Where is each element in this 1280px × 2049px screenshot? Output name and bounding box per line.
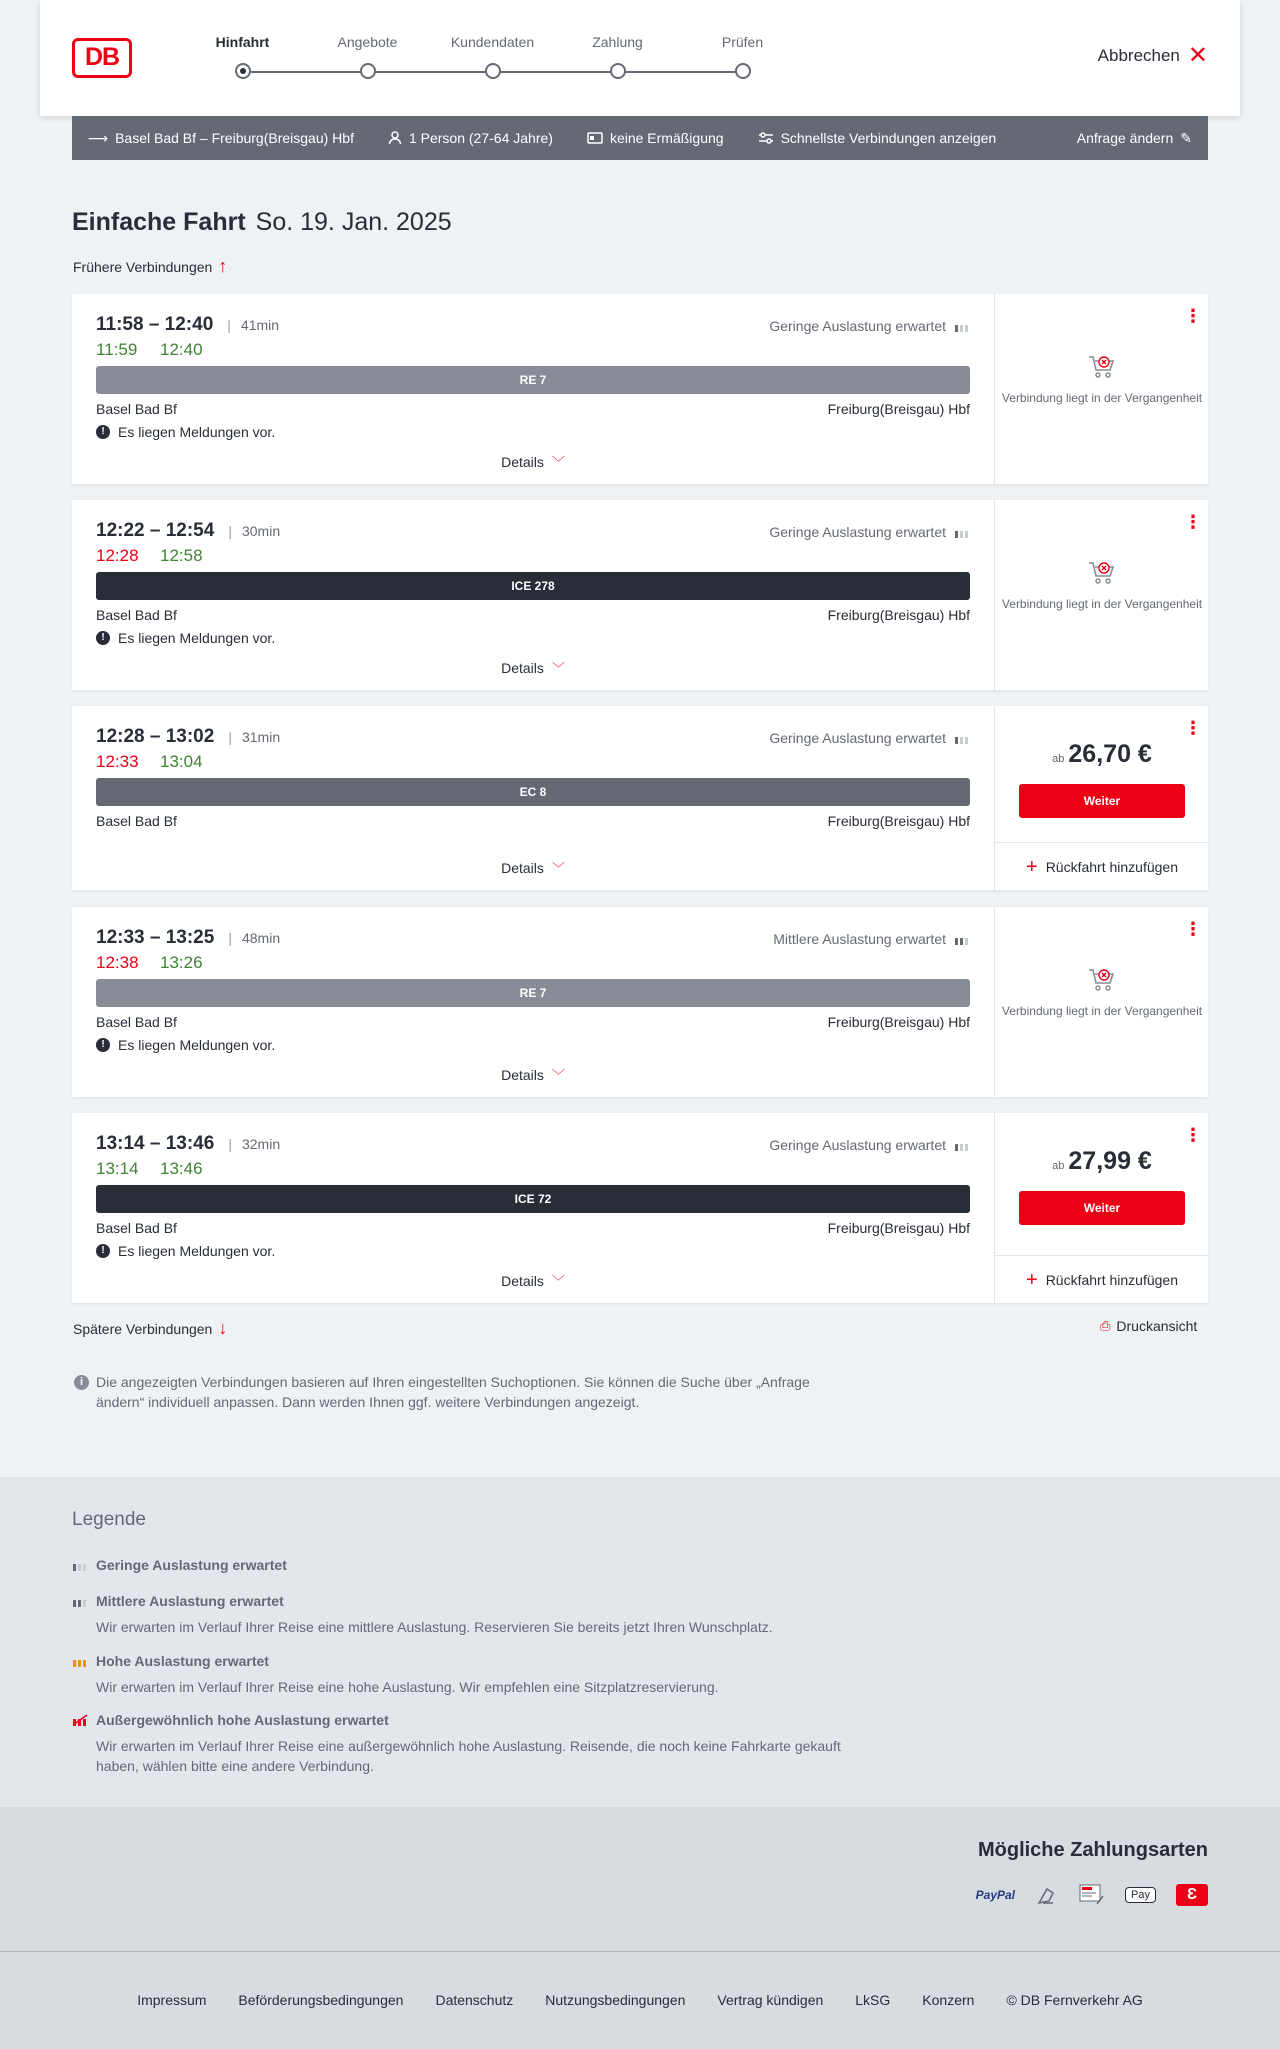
step-dot: [485, 63, 501, 79]
plus-icon: +: [1026, 1268, 1038, 1291]
progress-header: [40, 0, 1240, 116]
later-connections-link[interactable]: Spätere Verbindungen ↓: [73, 1318, 228, 1338]
close-icon: ✕: [1187, 42, 1208, 69]
realtime-departure: 12:38: [96, 953, 139, 972]
sepa-icon: [1079, 1884, 1105, 1906]
footer-link-konzern[interactable]: Konzern: [922, 1992, 975, 2008]
chevron-down-icon: ﹀: [551, 661, 565, 676]
realtime-arrival: 12:58: [160, 546, 203, 565]
persons-summary: 1 Person (27-64 Jahre): [388, 130, 553, 146]
duration: 48min: [241, 930, 281, 946]
step-hinfahrt[interactable]: Hinfahrt: [180, 34, 305, 54]
add-return-button[interactable]: + Rückfahrt hinzufügen: [995, 1255, 1209, 1303]
step-dot: [360, 63, 376, 79]
booking-steps: [180, 34, 820, 84]
payment-methods-section: [0, 1807, 1280, 1952]
connection-main: [72, 706, 994, 890]
alert-icon: !: [96, 1038, 110, 1052]
arrow-up-icon: ↑: [218, 256, 228, 276]
connection-main: [72, 500, 994, 690]
plus-icon: +: [1026, 855, 1038, 878]
cart-unavailable-icon: [1087, 967, 1117, 993]
duration: 30min: [241, 523, 281, 539]
price: ab 27,99 €: [1052, 1147, 1152, 1175]
print-view-link[interactable]: ⎙ Druckansicht: [1100, 1318, 1198, 1334]
notice: ! Es liegen Meldungen vor.: [96, 1243, 275, 1259]
duration: 32min: [241, 1136, 281, 1152]
load-medium-icon: [954, 933, 970, 945]
realtime-departure: 12:28: [96, 546, 139, 565]
load-indicator: Mittlere Auslastung erwartet: [773, 931, 970, 947]
arrival-station: Freiburg(Breisgau) Hbf: [827, 1220, 970, 1236]
legend-item-high: Hohe Auslastung erwartet Wir erwarten im Verlauf Ihrer Reise eine hohe Auslastung. Wir empfehlen eine Sitzplatzreservierung.: [72, 1653, 852, 1697]
train-bar[interactable]: EC 8: [96, 778, 970, 806]
realtime-times: [96, 953, 224, 973]
page-title: Einfache Fahrt So. 19. Jan. 2025: [72, 208, 452, 236]
train-bar[interactable]: ICE 278: [96, 572, 970, 600]
step-zahlung: Zahlung: [555, 34, 680, 54]
connection-card: [72, 500, 1208, 690]
realtime-arrival: 13:46: [160, 1159, 203, 1178]
duration: 41min: [240, 317, 280, 333]
footer-link-impressum[interactable]: Impressum: [137, 1992, 207, 2008]
edit-query-button[interactable]: Anfrage ändern ✎: [1076, 129, 1192, 146]
footer-link-nutzung[interactable]: Nutzungsbedingungen: [545, 1992, 686, 2008]
chevron-down-icon: ﹀: [551, 1274, 565, 1289]
step-dot: [610, 63, 626, 79]
planned-times: 12:22 – 12:54 | 30min: [96, 520, 281, 541]
departure-station: Basel Bad Bf: [96, 607, 177, 623]
load-indicator: Geringe Auslastung erwartet: [769, 318, 970, 334]
payment-title: Mögliche Zahlungsarten: [977, 1839, 1208, 1861]
realtime-times: [96, 1159, 224, 1179]
realtime-times: [96, 546, 224, 566]
query-summary-bar: [72, 116, 1208, 160]
more-options-icon[interactable]: ⋮: [1184, 919, 1202, 939]
printer-icon: ⎙: [1100, 1318, 1111, 1333]
train-bar[interactable]: RE 7: [96, 366, 970, 394]
realtime-departure: 13:14: [96, 1159, 139, 1178]
load-very-high-icon: [72, 1714, 88, 1726]
realtime-times: [96, 340, 224, 360]
departure-station: Basel Bad Bf: [96, 401, 177, 417]
connection-card: [72, 706, 1208, 890]
offer-panel: [994, 907, 1208, 1097]
add-return-button[interactable]: + Rückfahrt hinzufügen: [995, 842, 1209, 890]
chevron-down-icon: ﹀: [551, 1068, 565, 1083]
footer-link-befoerderung[interactable]: Beförderungsbedingungen: [238, 1992, 404, 2008]
departure-station: Basel Bad Bf: [96, 1220, 177, 1236]
direct-debit-icon: [1035, 1883, 1059, 1907]
planned-times: 13:14 – 13:46 | 32min: [96, 1133, 281, 1154]
cancel-button[interactable]: Abbrechen ✕: [1097, 42, 1208, 69]
train-bar[interactable]: RE 7: [96, 979, 970, 1007]
cart-unavailable-icon: [1087, 560, 1117, 586]
connection-main: [72, 907, 994, 1097]
continue-button[interactable]: Weiter: [1019, 784, 1185, 818]
departure-station: Basel Bad Bf: [96, 1014, 177, 1030]
offer-panel: [994, 706, 1208, 890]
footer-link-lksg[interactable]: LkSG: [855, 1992, 891, 2008]
paypal-icon: PayPal: [975, 1888, 1016, 1902]
chevron-down-icon: ﹀: [551, 455, 565, 470]
payment-icons: [976, 1883, 1208, 1907]
load-high-icon: [72, 1655, 88, 1667]
connection-card: [72, 907, 1208, 1097]
apple-pay-icon: Pay: [1125, 1887, 1156, 1903]
planned-times: 12:33 – 13:25 | 48min: [96, 927, 281, 948]
connection-card: [72, 294, 1208, 484]
arrow-down-icon: ↓: [218, 1318, 228, 1338]
alert-icon: !: [96, 425, 110, 439]
train-bar[interactable]: ICE 72: [96, 1185, 970, 1213]
option-summary: Schnellste Verbindungen anzeigen: [758, 130, 997, 146]
planned-times: 11:58 – 12:40 | 41min: [96, 314, 280, 335]
db-bonus-icon: Ɛ: [1176, 1884, 1208, 1906]
details-toggle[interactable]: Details ﹀: [501, 1273, 565, 1289]
planned-times: 12:28 – 13:02 | 31min: [96, 726, 281, 747]
alert-icon: !: [96, 631, 110, 645]
duration: 31min: [241, 729, 281, 745]
legend-item-low: Geringe Auslastung erwartet: [72, 1557, 852, 1573]
alert-icon: !: [96, 1244, 110, 1258]
more-options-icon[interactable]: ⋮: [1184, 718, 1202, 738]
arrival-station: Freiburg(Breisgau) Hbf: [827, 813, 970, 829]
arrow-right-icon: ⟶: [88, 129, 109, 146]
load-low-icon: [954, 1139, 970, 1151]
load-indicator: Geringe Auslastung erwartet: [769, 730, 970, 746]
legend-title: Legende: [72, 1509, 146, 1530]
load-indicator: Geringe Auslastung erwartet: [769, 524, 970, 540]
load-low-icon: [954, 526, 970, 538]
discount-summary: keine Ermäßigung: [587, 130, 724, 146]
earlier-connections-link[interactable]: Frühere Verbindungen ↑: [73, 256, 228, 276]
step-angebote: Angebote: [305, 34, 430, 54]
details-toggle[interactable]: Details ﹀: [501, 660, 565, 676]
step-kundendaten: Kundendaten: [430, 34, 555, 54]
connection-main: [72, 294, 994, 484]
price: ab 26,70 €: [1052, 740, 1152, 768]
info-icon: i: [74, 1375, 89, 1390]
details-toggle[interactable]: Details ﹀: [501, 860, 565, 876]
load-medium-icon: [72, 1595, 88, 1607]
load-indicator: Geringe Auslastung erwartet: [769, 1137, 970, 1153]
db-logo[interactable]: DB: [72, 38, 132, 78]
footer: [0, 1952, 1280, 2049]
notice: ! Es liegen Meldungen vor.: [96, 630, 275, 646]
realtime-departure: 11:59: [96, 340, 138, 359]
person-icon: [388, 131, 402, 145]
footer-link-datenschutz[interactable]: Datenschutz: [435, 1992, 514, 2008]
realtime-times: [96, 752, 224, 772]
realtime-arrival: 13:04: [160, 752, 203, 771]
footer-copyright: © DB Fernverkehr AG: [1006, 1992, 1143, 2008]
offer-panel: [994, 294, 1208, 484]
realtime-arrival: 12:40: [160, 340, 203, 359]
legend-item-very-high: Außergewöhnlich hohe Auslastung erwartet Wir erwarten im Verlauf Ihrer Reise eine außergewöhnlich hohe Auslastung. Reisende, die noch keine Fahrkarte gekauft haben, wählen bitte eine andere Verbindung.: [72, 1712, 852, 1776]
legend-item-medium: Mittlere Auslastung erwartet Wir erwarten im Verlauf Ihrer Reise eine mittlere Auslastung. Reservieren Sie bereits jetzt Ihren Wunschplatz.: [72, 1593, 852, 1637]
step-dot: [235, 63, 251, 79]
offer-panel: [994, 1113, 1208, 1303]
offer-panel: [994, 500, 1208, 690]
arrival-station: Freiburg(Breisgau) Hbf: [827, 607, 970, 623]
continue-button[interactable]: Weiter: [1019, 1191, 1185, 1225]
past-connection-note: Verbindung liegt in der Vergangenheit: [995, 967, 1209, 1019]
connection-card: [72, 1113, 1208, 1303]
details-toggle[interactable]: Details ﹀: [501, 454, 565, 470]
footer-link-kuendigen[interactable]: Vertrag kündigen: [717, 1992, 824, 2008]
realtime-arrival: 13:26: [160, 953, 203, 972]
pencil-icon: ✎: [1180, 129, 1192, 146]
arrival-station: Freiburg(Breisgau) Hbf: [827, 401, 970, 417]
connection-main: [72, 1113, 994, 1303]
notice: ! Es liegen Meldungen vor.: [96, 424, 275, 440]
notice: ! Es liegen Meldungen vor.: [96, 1037, 275, 1053]
legend-section: [0, 1477, 1280, 1807]
more-options-icon[interactable]: ⋮: [1184, 512, 1202, 532]
card-icon: [587, 132, 603, 144]
step-dot: [735, 63, 751, 79]
past-connection-note: Verbindung liegt in der Vergangenheit: [995, 560, 1209, 612]
route-summary: ⟶ Basel Bad Bf – Freiburg(Breisgau) Hbf: [88, 129, 354, 146]
chevron-down-icon: ﹀: [551, 861, 565, 876]
cart-unavailable-icon: [1087, 354, 1117, 380]
past-connection-note: Verbindung liegt in der Vergangenheit: [995, 354, 1209, 406]
search-info-note: i Die angezeigten Verbindungen basieren auf Ihren eingestellten Suchoptionen. Sie können die Suche über „Anfrage ändern“ individuell anpassen. Dann werden Ihnen ggf. weitere Verbindungen angezeigt.: [72, 1372, 852, 1412]
more-options-icon[interactable]: ⋮: [1184, 306, 1202, 326]
load-low-icon: [954, 732, 970, 744]
load-low-icon: [954, 320, 970, 332]
arrival-station: Freiburg(Breisgau) Hbf: [827, 1014, 970, 1030]
departure-station: Basel Bad Bf: [96, 813, 177, 829]
load-low-icon: [72, 1559, 88, 1571]
details-toggle[interactable]: Details ﹀: [501, 1067, 565, 1083]
realtime-departure: 12:33: [96, 752, 139, 771]
sliders-icon: [758, 132, 774, 144]
more-options-icon[interactable]: ⋮: [1184, 1125, 1202, 1145]
step-pruefen: Prüfen: [680, 34, 805, 54]
